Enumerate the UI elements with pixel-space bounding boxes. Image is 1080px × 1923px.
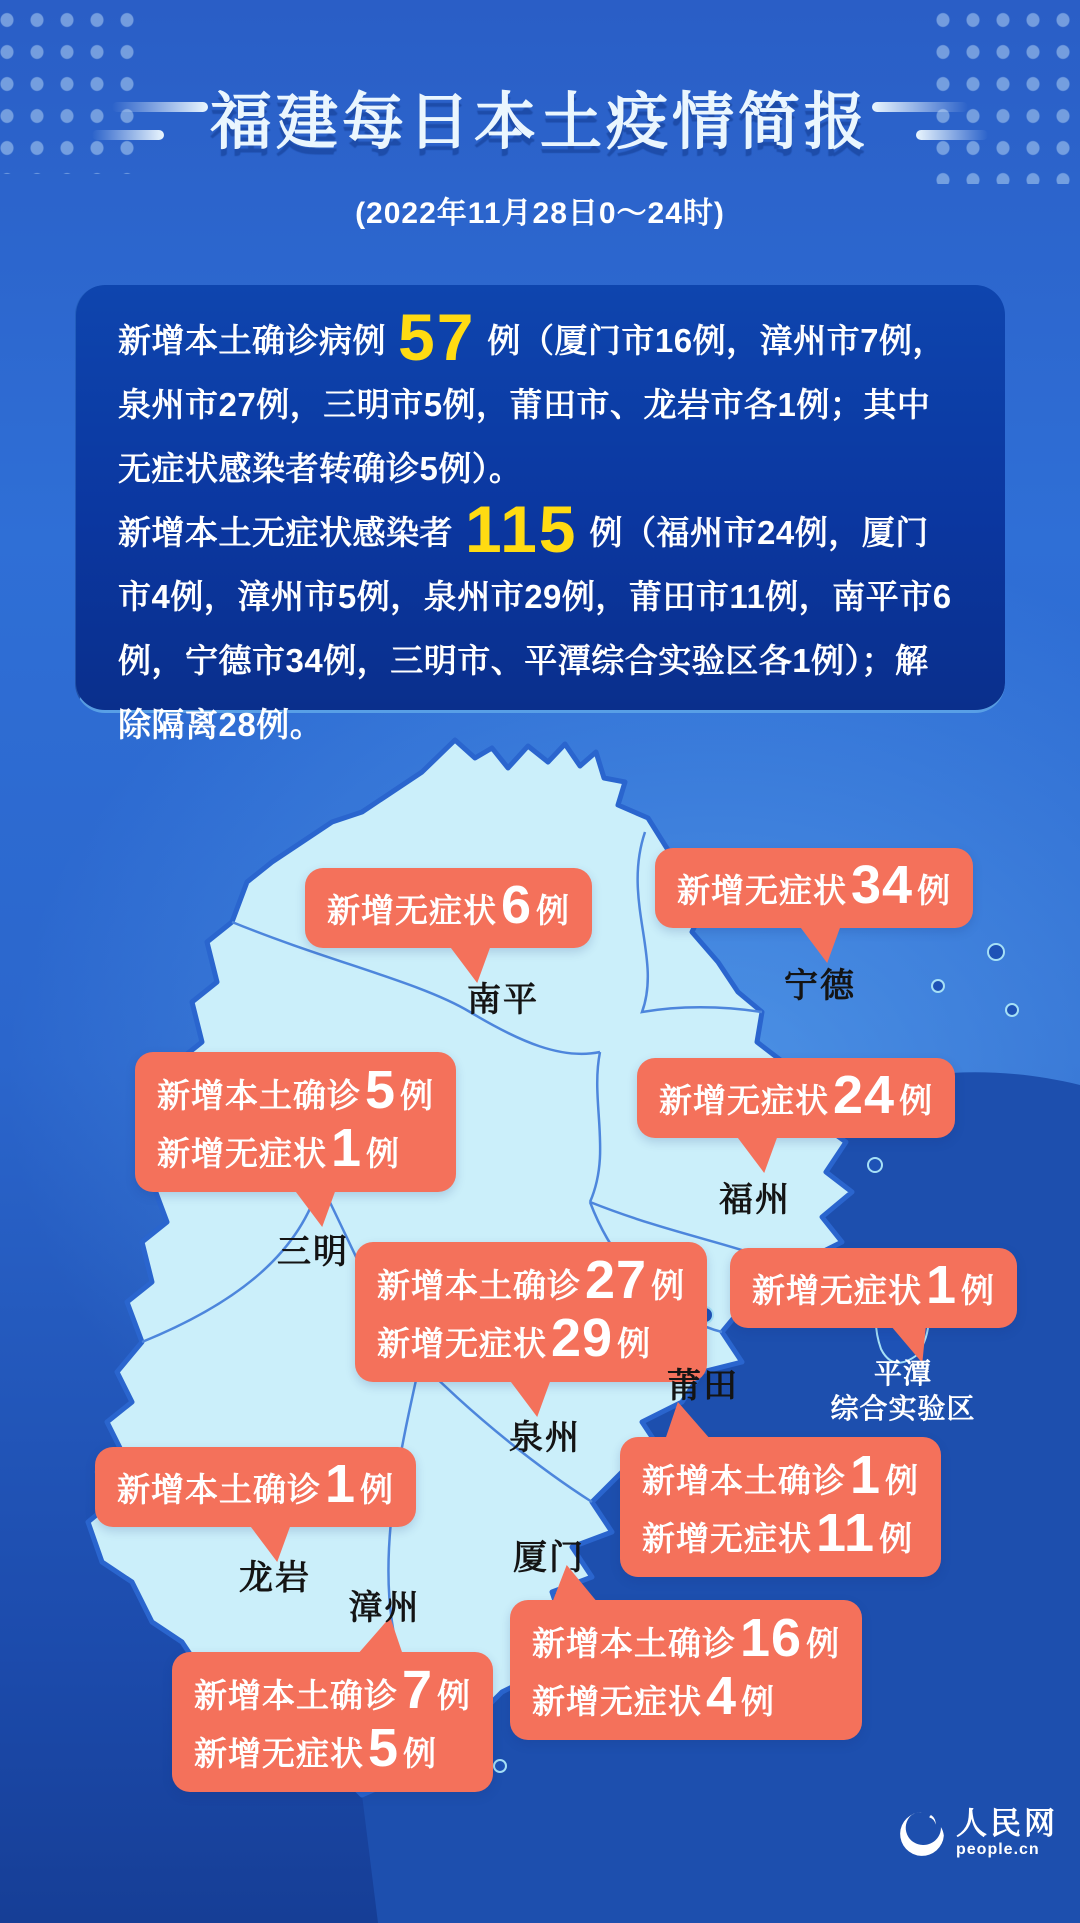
callout-nanping [305,868,592,948]
callout-value: 6 [501,875,533,935]
callout-line [377,1250,686,1312]
callout-line [157,1060,435,1122]
callout-suffix: 例 [437,1676,472,1714]
callout-pingtan [730,1248,1017,1328]
asymptomatic-detail: 例（福州市24例，厦门市4例，漳州市5例，泉州市29例，莆田市11例，南平市6例，宁德市34例，三明市、平潭综合实验区各1例）；解除隔离28例。 [118,514,952,743]
callout-suffix: 例 [879,1519,914,1557]
callout-label: 新增本土确诊 [157,1076,361,1114]
callout-line [532,1608,841,1670]
people-cn-logo [898,1808,1058,1860]
callout-sanming [135,1052,456,1192]
callout-suffix: 例 [360,1470,395,1508]
asymptomatic-count: 115 [465,492,578,566]
callout-line [117,1454,395,1515]
callout-suffix: 例 [806,1624,841,1662]
callout-value: 29 [551,1308,614,1368]
callout-label: 新增本土确诊 [377,1266,581,1304]
callout-line [677,855,952,916]
callout-suffix: 例 [961,1271,996,1309]
city-label-putian: 莆田 [667,1367,739,1405]
callout-label: 新增本土确诊 [642,1461,846,1499]
callout-value: 1 [850,1445,882,1505]
callout-suffix: 例 [400,1076,435,1114]
callout-label: 新增本土确诊 [194,1676,398,1714]
callout-ningde [655,848,973,928]
callout-line [194,1718,471,1780]
city-label-nanping: 南平 [467,981,539,1019]
callout-line [752,1255,996,1316]
city-label-ningde: 宁德 [784,967,856,1005]
callout-suffix: 例 [403,1734,438,1772]
city-label-sanming: 三明 [277,1233,349,1271]
callout-suffix: 例 [617,1324,652,1362]
callout-value: 34 [851,855,914,915]
callout-value: 4 [706,1666,738,1726]
callout-label: 新增无症状 [532,1682,702,1720]
page-title: 福建每日本土疫情简报 [209,88,870,157]
callout-value: 5 [365,1060,397,1120]
callout-suffix: 例 [366,1134,401,1172]
confirmed-detail: 例（厦门市16例，漳州市7例，泉州市27例，三明市5例，莆田市、龙岩市各1例；其中无症状感染者转确诊5例）。 [118,322,946,487]
callout-value: 1 [331,1118,363,1178]
logo-chinese-text: 人民网 [956,1806,1058,1841]
logo-domain-text: people.cn [956,1841,1040,1858]
city-label-longyan: 龙岩 [239,1559,311,1597]
callout-value: 1 [325,1454,357,1514]
callout-suffix: 例 [536,891,571,929]
callout-suffix: 例 [741,1682,776,1720]
callout-value: 24 [833,1065,896,1125]
callout-value: 5 [368,1718,400,1778]
confirmed-prefix: 新增本土确诊病例 [118,322,386,359]
callout-label: 新增无症状 [677,871,847,909]
callout-suffix: 例 [885,1461,920,1499]
callout-longyan [95,1447,416,1527]
callout-value: 7 [402,1660,434,1720]
callout-value: 16 [740,1608,803,1668]
callout-line [194,1660,472,1722]
city-label-pingtan [800,1356,1006,1426]
callout-zhangzhou [172,1652,493,1792]
callout-label: 新增无症状 [642,1519,812,1557]
callout-fuzhou [637,1058,955,1138]
callout-label: 新增无症状 [157,1134,327,1172]
report-date: (2022年11月28日0～24时) [355,197,725,230]
callout-line [157,1118,434,1180]
callout-line [532,1666,840,1728]
callout-value: 1 [926,1255,958,1315]
city-label-fuzhou: 福州 [719,1181,791,1219]
callout-suffix: 例 [899,1081,934,1119]
callout-line [642,1445,920,1507]
pingtan-label-line1: 平潭 [873,1358,932,1389]
asymptomatic-prefix: 新增本土无症状感染者 [118,514,453,551]
confirmed-count: 57 [398,300,476,374]
people-cn-globe-icon [898,1809,948,1859]
callout-putian [620,1437,941,1577]
callout-label: 新增无症状 [327,891,497,929]
callout-line [659,1065,934,1126]
callout-label: 新增无症状 [752,1271,922,1309]
callout-label: 新增本土确诊 [532,1624,736,1662]
callout-suffix: 例 [651,1266,686,1304]
city-label-zhangzhou: 漳州 [348,1589,421,1627]
pingtan-label-line2: 综合实验区 [830,1393,976,1424]
callout-xiamen [510,1600,862,1740]
callout-value: 27 [585,1250,648,1310]
city-label-xiamen: 厦门 [513,1539,585,1577]
callout-label: 新增本土确诊 [117,1470,321,1508]
callout-label: 新增无症状 [659,1081,829,1119]
callout-label: 新增无症状 [194,1734,364,1772]
callout-suffix: 例 [917,871,952,909]
callout-value: 11 [816,1503,876,1563]
city-label-quanzhou: 泉州 [509,1419,581,1457]
callout-line [642,1503,919,1565]
callout-label: 新增无症状 [377,1324,547,1362]
callout-line [327,875,571,936]
